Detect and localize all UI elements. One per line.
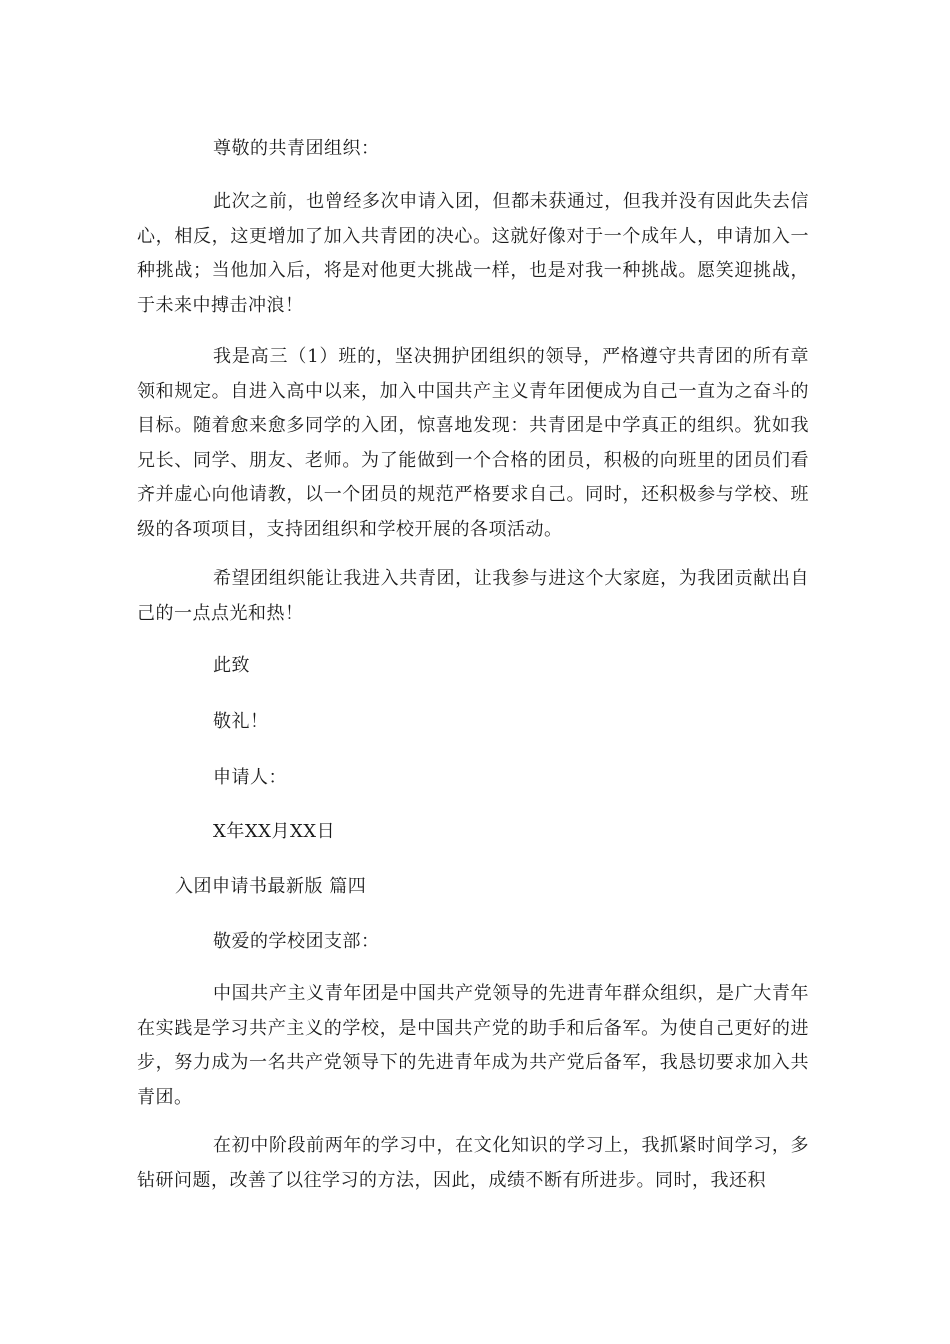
regards-text: 敬礼！ bbox=[213, 711, 269, 732]
paragraph-2: 我是高三（1）班的，坚决拥护团组织的领导，严格遵守共青团的所有章领和规定。自进入高中以来，加入中国共产主义青年团便成为自己一直为之奋斗的目标。随着愈来愈多同学的入团，惊喜地发现：共青团是中学真正的组织。犹如我兄长、同学、朋友、老师。为了能做到一个合格的团员，积极的向班里的团员们看齐并虚心向他请教，以一个团员的规范严格要求自己。同时，还积极参与学校、班级的各项项目，支持团组织和学校开展的各项活动。 bbox=[137, 346, 809, 540]
closing-text: 此致 bbox=[213, 655, 250, 676]
applicant-label: 申请人： bbox=[213, 767, 287, 788]
section-heading: 入团申请书最新版 篇四 bbox=[175, 876, 367, 897]
date-text: X年XX月XX日 bbox=[213, 821, 336, 842]
salutation-1: 尊敬的共青团组织： bbox=[213, 138, 380, 159]
paragraph-5: 在初中阶段前两年的学习中，在文化知识的学习上，我抓紧时间学习，多钻研问题，改善了以往学习的方法，因此，成绩不断有所进步。同时，我还积 bbox=[137, 1135, 809, 1191]
paragraph-4: 中国共产主义青年团是中国共产党领导的先进青年群众组织，是广大青年在实践是学习共产主义的学校，是中国共产党的助手和后备军。为使自己更好的进步，努力成为一名共产党领导下的先进青年成为共产党后备军，我恳切要求加入共青团。 bbox=[137, 983, 809, 1108]
paragraph-1: 此次之前，也曾经多次申请入团，但都未获通过，但我并没有因此失去信心，相反，这更增加了加入共青团的决心。这就好像对于一个成年人，申请加入一种挑战；当他加入后，将是对他更大挑战一样，也是对我一种挑战。愿笑迎挑战，于未来中搏击冲浪！ bbox=[137, 191, 809, 316]
paragraph-3: 希望团组织能让我进入共青团，让我参与进这个大家庭，为我团贡献出自己的一点点光和热！ bbox=[137, 568, 809, 624]
salutation-2: 敬爱的学校团支部： bbox=[213, 931, 380, 952]
